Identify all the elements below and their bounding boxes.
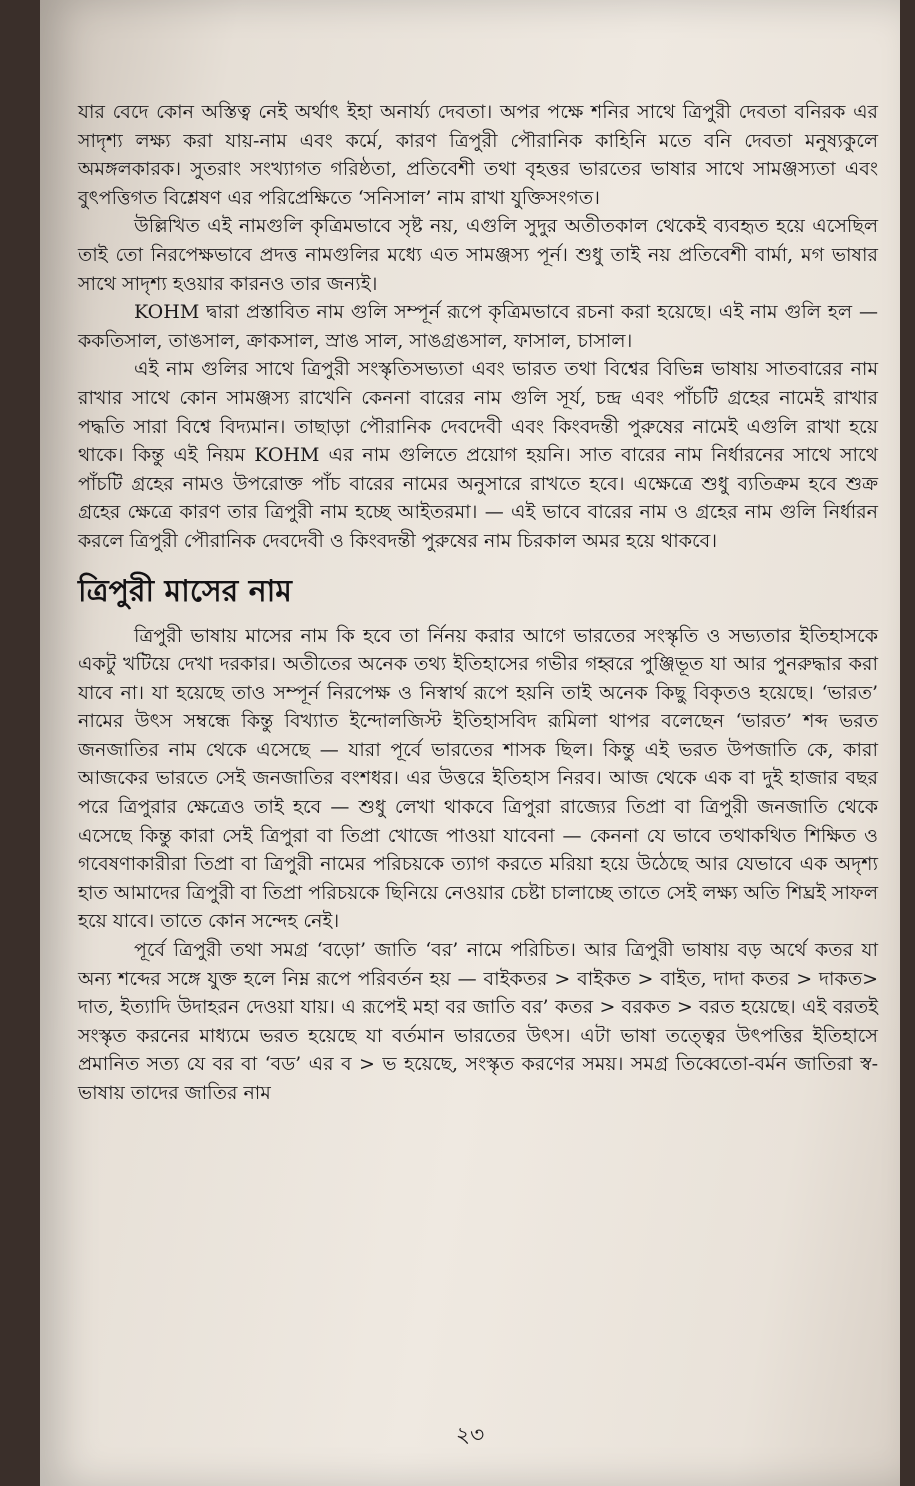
paragraph-2: উল্লিখিত এই নামগুলি কৃত্রিমভাবে সৃষ্ট নয়, এগুলি সুদুর অতীতকাল থেকেই ব্যবহৃত হয়ে এসেছিল তাই তো নিরপেক্ষভাবে প্রদত্ত নামগুলির মধ্যে এত সামঞ্জস্য পূর্ন। শুধু তাই নয় প্রতিবেশী বার্মা, মগ ভাষার সাথে সাদৃশ্য হওয়ার কারনও তার জন্যই। (78, 215, 878, 295)
page-number: ২৩ (455, 1423, 485, 1448)
section-heading: ত্রিপুরী মাসের নাম (78, 573, 292, 609)
paragraph-4: এই নাম গুলির সাথে ত্রিপুরী সংস্কৃতিসভ্যতা এবং ভারত তথা বিশ্বের বিভিন্ন ভাষায় সাতবারের নাম রাখার সাথে কোন সামঞ্জস্য রাখেনি কেননা বারের নাম গুলি সূর্য, চন্দ্র এবং পাঁচটি গ্রহের নামেই রাখার পদ্ধতি সারা বিশ্বে বিদ্যমান। তাছাড়া পৌরানিক দেবদেবী এবং কিংবদন্তী পুরুষের নামেই এগুলি রাখা হয়ে থাকে। কিন্তু এই নিয়ম KOHM এর নাম গুলিতে প্রয়োগ হয়নি। সাত বারের নাম নির্ধারনের সাথে সাথে পাঁচটি গ্রহের নামও উপরোক্ত পাঁচ বারের নামের অনুসারে রাখতে হবে। এক্ষেত্রে শুধু ব্যতিক্রম হবে শুক্র গ্রহের ক্ষেত্রে কারণ তার ত্রিপুরী নাম হচ্ছে আইতরমা। — এই ভাবে বারের নাম ও গ্রহের নাম গুলি নির্ধারন করলে ত্রিপুরী পৌরানিক দেবদেবী ও কিংবদন্তী পুরুষের নাম চিরকাল অমর হয়ে থাকবে। (78, 358, 878, 552)
page-body (78, 98, 878, 1108)
paragraph-1: যার বেদে কোন অস্তিত্ব নেই অর্থাৎ ইহা অনার্য্য দেবতা। অপর পক্ষে শনির সাথে ত্রিপুরী দেবতা বনিরক এর সাদৃশ্য লক্ষ্য করা যায়-নাম এবং কর্মে, কারণ ত্রিপুরী পৌরানিক কাহিনি মতে বনি দেবতা মনুষ্যকুলে অমঙ্গলকারক। সুতরাং সংখ্যাগত গরিষ্ঠতা, প্রতিবেশী তথা বৃহত্তর ভারতের ভাষার সাথে সামঞ্জস্যতা এবং বুৎপত্তিগত বিশ্লেষণ এর পরিপ্রেক্ষিতে ‘সনিসাল’ নাম রাখা যুক্তিসংগত। (78, 101, 878, 209)
paragraph-3: KOHM দ্বারা প্রস্তাবিত নাম গুলি সম্পূর্ন রূপে কৃত্রিমভাবে রচনা করা হয়েছে। এই নাম গুলি হল — ককতিসাল, তাঙসাল, ক্রাকসাল, স্রাঙ সাল, সাঙগ্রঙসাল, ফাসাল, চাসাল। (78, 301, 878, 352)
paragraph-6: পূর্বে ত্রিপুরী তথা সমগ্র ‘বড়ো’ জাতি ‘বর’ নামে পরিচিত। আর ত্রিপুরী ভাষায় বড় অর্থে কতর যা অন্য শব্দের সঙ্গে যুক্ত হলে নিম্ন রূপে পরিবর্তন হয় — বাইকতর > বাইকত > বাইত, দাদা কতর > দাকত> দাত, ইত্যাদি উদাহরন দেওয়া যায়। এ রূপেই মহা বর জাতি বর’ কতর > বরকত > বরত হয়েছে। এই বরতই সংস্কৃত করনের মাধ্যমে ভরত হয়েছে যা বর্তমান ভারতের উৎস। এটা ভাষা তত্ত্বের উৎপত্তির ইতিহাসে প্রমানিত সত্য যে বর বা ‘বড’ এর ব > ভ হয়েছে, সংস্কৃত করণের সময়। সমগ্র তিব্বেতো-বর্মন জাতিরা স্ব-ভাষায় তাদের জাতির নাম (78, 939, 878, 1104)
book-page (40, 0, 900, 1486)
paragraph-5: ত্রিপুরী ভাষায় মাসের নাম কি হবে তা র্নিনয় করার আগে ভারতের সংস্কৃতি ও সভ্যতার ইতিহাসকে একটু খটিয়ে দেখা দরকার। অতীতের অনেক তথ্য ইতিহাসের গভীর গহ্বরে পুঞ্জিভূত যা আর পুনরুদ্ধার করা যাবে না। যা হয়েছে তাও সম্পূর্ন নিরপেক্ষ ও নিস্বার্থ রূপে হয়নি তাই অনেক কিছু বিকৃতও হয়েছে। ‘ভারত’ নামের উৎস সম্বন্ধে কিন্তু বিখ্যাত ইন্দোলজিস্ট ইতিহাসবিদ রূমিলা থাপর বলেছেন ‘ভারত’ শব্দ ভরত জনজাতির নাম থেকে এসেছে — যারা পূর্বে ভারতের শাসক ছিল। কিন্তু এই ভরত উপজাতি কে, কারা আজকের ভারতে সেই জনজাতির বংশধর। এর উত্তরে ইতিহাস নিরব। আজ থেকে এক বা দুই হাজার বছর পরে ত্রিপুরার ক্ষেত্রেও তাই হবে — শুধু লেখা থাকবে ত্রিপুরা রাজ্যের তিপ্রা বা ত্রিপুরী জনজাতি থেকে এসেছে কিন্তু কারা সেই ত্রিপুরা বা তিপ্রা খোজে পাওয়া যাবেনা — কেননা যে ভাবে তথাকথিত শিক্ষিত ও গবেষণাকারীরা তিপ্রা বা ত্রিপুরী নামের পরিচয়কে ত্যাগ করতে মরিয়া হয়ে উঠেছে আর যেভাবে এক অদৃশ্য হাত আমাদের ত্রিপুরী বা তিপ্রা পরিচয়কে ছিনিয়ে নেওয়ার চেষ্টা চালাচ্ছে তাতে সেই লক্ষ্য অতি শিঘ্রই সাফল হয়ে যাবে। তাতে কোন সন্দেহ নেই। (78, 624, 878, 933)
